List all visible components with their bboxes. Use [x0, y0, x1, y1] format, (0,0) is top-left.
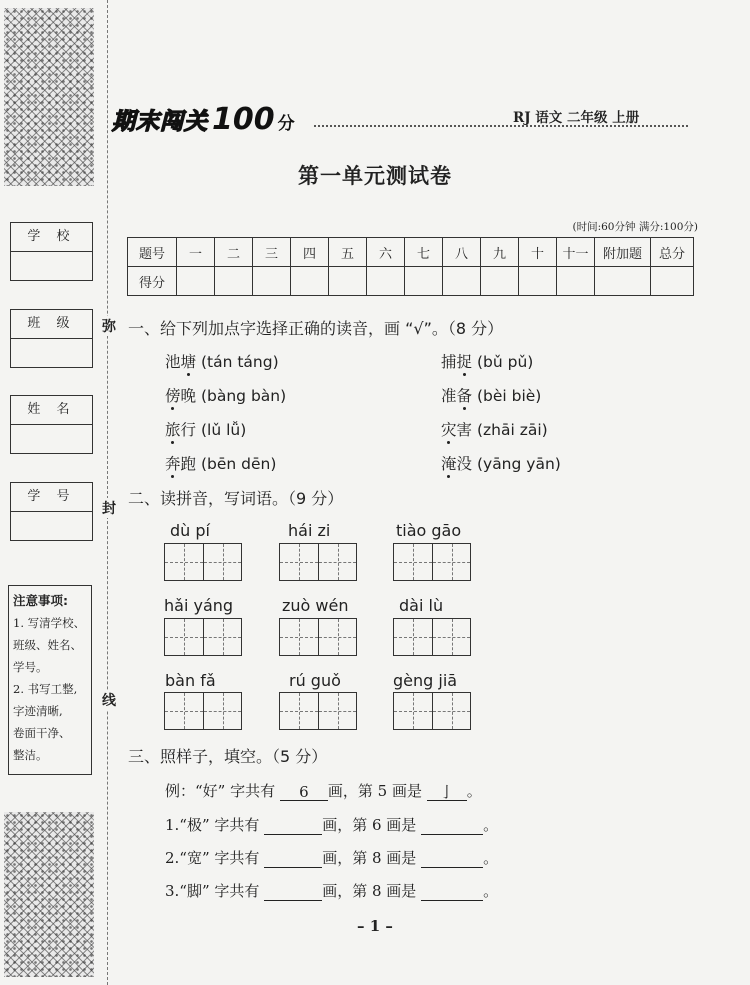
pinyin-options: (zhāi zāi) [476, 421, 548, 439]
question-text: 1.“极” 字共有 [165, 816, 260, 834]
notes-line: 1. 写清学校、 [13, 616, 86, 630]
score-input-cell[interactable] [651, 267, 694, 296]
question-text: 画，第 8 画是 [322, 882, 417, 900]
question-text: 3.“脚” 字共有 [165, 882, 260, 900]
writing-grid[interactable] [279, 543, 357, 581]
table-cell: 十一 [557, 238, 595, 267]
reading-item[interactable] [441, 384, 541, 406]
class-label: 班 级 [11, 310, 92, 339]
reading-item[interactable] [165, 452, 276, 474]
word-char: 没 [456, 455, 473, 473]
table-cell: 得分 [128, 267, 177, 296]
school-label: 学 校 [11, 223, 92, 252]
table-cell: 十 [519, 238, 557, 267]
dotted-char: 塘 [180, 353, 197, 371]
example-stroke: 亅 [427, 784, 467, 801]
writing-grid[interactable] [279, 692, 357, 730]
notes-line: 卷面干净、 [13, 726, 71, 740]
writing-grid[interactable] [393, 543, 471, 581]
score-input-cell[interactable] [481, 267, 519, 296]
table-cell: 五 [329, 238, 367, 267]
word-char: 捕 [441, 353, 457, 371]
name-blank[interactable] [11, 425, 92, 453]
table-cell: 题号 [128, 238, 177, 267]
seal-char: 弥 [101, 316, 117, 336]
word-char: 害 [456, 421, 473, 439]
word-char: 晚 [180, 387, 197, 405]
section-3-heading: 三、照样子，填空。（5 分） [128, 747, 328, 766]
question-text: 2.“宽” 字共有 [165, 849, 260, 867]
class-field [10, 309, 93, 368]
dotted-char: 淹 [441, 455, 457, 473]
pinyin-options: (tán táng) [200, 353, 279, 371]
reading-item[interactable] [441, 452, 561, 474]
seal-char: 线 [101, 690, 117, 710]
score-input-cell[interactable] [329, 267, 367, 296]
word-char: 池 [165, 353, 181, 371]
school-field [10, 222, 93, 281]
notes-box [8, 585, 92, 775]
reading-item[interactable] [165, 384, 286, 406]
brand-logo [112, 102, 296, 137]
pinyin-prompt: bàn fǎ [165, 671, 216, 690]
writing-grid[interactable] [279, 618, 357, 656]
blank-count[interactable] [264, 900, 322, 901]
example-line [165, 780, 482, 801]
score-value-row [128, 267, 694, 296]
dotted-char: 备 [456, 387, 473, 405]
fill-line [165, 880, 498, 901]
pinyin-prompt: gèng jiā [393, 671, 458, 690]
blank-stroke[interactable] [421, 834, 483, 835]
score-table [127, 237, 694, 296]
dotted-char: 旅 [165, 421, 181, 439]
series-label: RJ 语文 二年级 上册 [513, 110, 640, 126]
table-cell: 总分 [651, 238, 694, 267]
pinyin-options: (bēn dēn) [200, 455, 277, 473]
pinyin-options: (lǔ lǚ) [200, 421, 247, 439]
pinyin-prompt: dài lù [399, 596, 444, 615]
binding-line [107, 0, 108, 985]
school-blank[interactable] [11, 252, 92, 280]
table-cell: 七 [405, 238, 443, 267]
pinyin-options: (bàng bàn) [200, 387, 287, 405]
time-info: (时间:60分钟 满分:100分) [572, 221, 698, 233]
reading-item[interactable] [165, 350, 279, 372]
table-cell: 二 [215, 238, 253, 267]
student-id-label: 学 号 [11, 483, 92, 512]
blank-count[interactable] [264, 834, 322, 835]
fill-line [165, 814, 498, 835]
question-text: 。 [483, 816, 499, 834]
blank-count[interactable] [264, 867, 322, 868]
pinyin-options: (yāng yān) [476, 455, 561, 473]
dotted-char: 灾 [441, 421, 457, 439]
pinyin-prompt: rú guǒ [289, 671, 341, 690]
writing-grid[interactable] [164, 543, 242, 581]
student-id-blank[interactable] [11, 512, 92, 540]
name-field [10, 395, 93, 454]
example-text: 画，第 5 画是 [327, 782, 422, 800]
pinyin-prompt: tiào gāo [396, 521, 462, 540]
seal-char: 封 [101, 498, 117, 518]
student-id-field [10, 482, 93, 541]
dotted-char: 捉 [456, 353, 473, 371]
score-input-cell[interactable] [291, 267, 329, 296]
score-input-cell[interactable] [177, 267, 215, 296]
notes-line: 班级、姓名、 [13, 638, 82, 652]
score-input-cell[interactable] [519, 267, 557, 296]
writing-grid[interactable] [164, 618, 242, 656]
score-input-cell[interactable] [405, 267, 443, 296]
word-char: 行 [180, 421, 197, 439]
reading-item[interactable] [441, 350, 533, 372]
writing-grid[interactable] [164, 692, 242, 730]
table-cell: 九 [481, 238, 519, 267]
brand-number: 100 [212, 102, 275, 137]
score-input-cell[interactable] [253, 267, 291, 296]
writing-grid[interactable] [393, 692, 471, 730]
score-header-row [128, 238, 694, 267]
page-number: – 1 – [357, 917, 393, 935]
score-input-cell[interactable] [557, 267, 595, 296]
section-1-heading: 一、给下列加点字选择正确的读音，画 “√”。（8 分） [128, 319, 504, 338]
question-text: 。 [483, 849, 499, 867]
question-text: 画，第 8 画是 [322, 849, 417, 867]
section-2-heading: 二、读拼音，写词语。（9 分） [128, 489, 344, 508]
writing-grid[interactable] [393, 618, 471, 656]
pinyin-options: (bǔ pǔ) [476, 353, 534, 371]
reading-item[interactable] [441, 418, 548, 440]
score-input-cell[interactable] [215, 267, 253, 296]
pinyin-options: (bèi biè) [476, 387, 542, 405]
name-label: 姓 名 [11, 396, 92, 425]
example-text: 例：“好” 字共有 [165, 782, 276, 800]
brand-suffix: 分 [277, 114, 296, 134]
table-cell: 一 [177, 238, 215, 267]
pinyin-prompt: hái zi [288, 521, 331, 540]
table-cell: 八 [443, 238, 481, 267]
class-blank[interactable] [11, 339, 92, 367]
table-cell: 六 [367, 238, 405, 267]
blank-stroke[interactable] [421, 900, 483, 901]
blank-stroke[interactable] [421, 867, 483, 868]
notes-title: 注意事项: [13, 593, 68, 608]
table-cell: 四 [291, 238, 329, 267]
score-input-cell[interactable] [595, 267, 651, 296]
brand-text: 期末闯关 [112, 109, 208, 135]
page-title: 第一单元测试卷 [298, 163, 452, 188]
pinyin-prompt: dù pí [170, 521, 210, 540]
notes-line: 字迹清晰, [13, 704, 63, 718]
pinyin-prompt: zuò wén [282, 596, 349, 615]
score-input-cell[interactable] [443, 267, 481, 296]
fill-line [165, 847, 498, 868]
table-cell: 三 [253, 238, 291, 267]
notes-line: 整洁。 [13, 748, 48, 762]
table-cell: 附加题 [595, 238, 651, 267]
pinyin-prompt: hǎi yáng [164, 596, 234, 615]
example-count: 6 [280, 784, 328, 801]
word-char: 准 [441, 387, 457, 405]
dotted-char: 傍 [165, 387, 181, 405]
example-text: 。 [466, 782, 482, 800]
question-text: 。 [483, 882, 499, 900]
notes-line: 学号。 [13, 660, 48, 674]
reading-item[interactable] [165, 418, 246, 440]
score-input-cell[interactable] [367, 267, 405, 296]
decorative-pattern-bottom [4, 812, 94, 977]
dotted-char: 奔 [165, 455, 181, 473]
question-text: 画，第 6 画是 [322, 816, 417, 834]
word-char: 跑 [180, 455, 197, 473]
notes-line: 2. 书写工整, [13, 682, 78, 696]
